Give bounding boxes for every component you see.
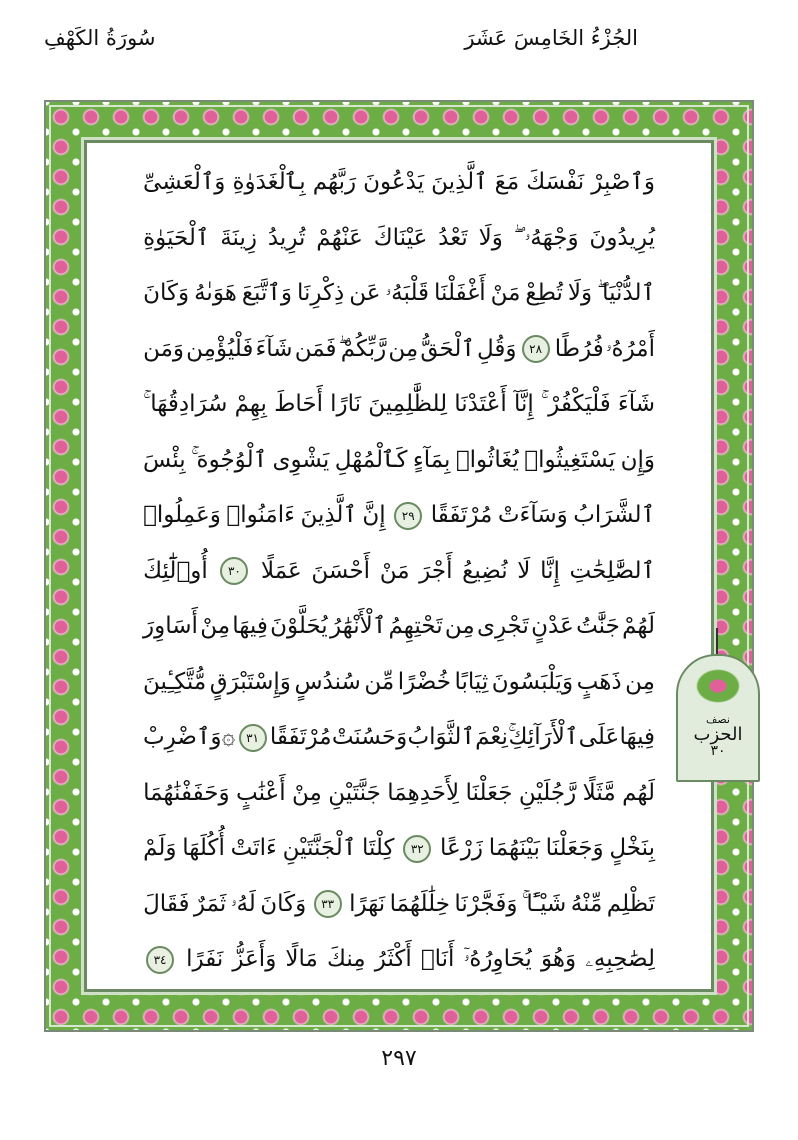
text-line bbox=[143, 377, 655, 433]
word: تَحْتِهِمُ bbox=[388, 613, 443, 639]
word: عَمَلًا bbox=[261, 557, 302, 584]
word: ٱلْحَقُّ bbox=[420, 335, 475, 362]
text-line bbox=[143, 655, 655, 711]
verse-number-marker: ٢٩ bbox=[394, 502, 422, 530]
word: ٱلَّذِينَ bbox=[300, 502, 357, 528]
word: ۞ bbox=[221, 724, 236, 750]
word: جَنَّتَيْنِ bbox=[328, 779, 381, 806]
word: ءَامَنُوا۟ bbox=[226, 502, 295, 528]
word: ٱلشَّرَابُ bbox=[573, 502, 655, 528]
word: وَٱضْرِبْ bbox=[143, 724, 222, 750]
text-line bbox=[143, 155, 655, 211]
word: مِنْ bbox=[292, 779, 322, 806]
word: يُغَاثُوا۟ bbox=[455, 446, 519, 473]
word: يُحَلَّوْنَ bbox=[270, 613, 328, 639]
word: لَهُمْ bbox=[622, 613, 655, 639]
word: عَدْنٍ bbox=[531, 613, 574, 639]
word: وَأَعَزُّ bbox=[232, 946, 277, 972]
ornamental-border bbox=[44, 100, 754, 1032]
word: مِن bbox=[388, 335, 419, 362]
word: لَهُۥ bbox=[230, 890, 256, 917]
word: أَنَا۠ bbox=[420, 946, 455, 972]
word: وَقُلِ bbox=[476, 335, 517, 362]
word: أَغْفَلْنَا bbox=[434, 280, 486, 306]
word: ٱلْأَرَآئِكِ bbox=[508, 724, 579, 750]
text-line bbox=[143, 433, 655, 489]
word: وَمَن bbox=[143, 335, 184, 362]
word: فِيهَا bbox=[232, 613, 268, 639]
word: ذِكْرِنَا bbox=[296, 280, 345, 306]
hizb-label-top: نصف bbox=[706, 713, 730, 726]
text-panel bbox=[84, 140, 714, 992]
word: خُضْرًا bbox=[397, 668, 451, 695]
word: خِلَٰلَهُمَا bbox=[389, 890, 450, 917]
text-line bbox=[143, 322, 655, 378]
text-line bbox=[143, 211, 655, 267]
word: زِينَةَ bbox=[220, 224, 257, 251]
word: قَلْبَهُۥ bbox=[385, 280, 430, 306]
word: ٱلْأَنْهَٰرُ bbox=[329, 613, 387, 639]
word: إِنَّآ bbox=[513, 391, 534, 417]
word: عَيْنَاكَ bbox=[373, 224, 428, 251]
word: نُضِيعُ bbox=[462, 557, 508, 584]
word: لِلظَّٰلِمِينَ bbox=[368, 391, 448, 417]
word: مَنْ bbox=[379, 557, 410, 584]
word: أَعْنَٰبٍ bbox=[235, 779, 286, 806]
word: يَشْوِى bbox=[272, 446, 330, 473]
word: إِنَّا bbox=[540, 557, 560, 584]
word: شَيْـًٔا bbox=[526, 890, 567, 917]
word: نَهَرًا bbox=[349, 890, 386, 917]
verse-number-marker: ٣٣ bbox=[314, 890, 342, 918]
verse-number-marker: ٣٠ bbox=[220, 557, 248, 585]
word: ثِيَابًا bbox=[454, 668, 489, 695]
word: سُرَادِقُهَا bbox=[150, 391, 228, 417]
word: ٱلدُّنْيَا bbox=[602, 280, 655, 306]
word: نِعْمَ bbox=[475, 724, 508, 750]
word: يُرِيدُونَ bbox=[589, 224, 655, 251]
word: سُندُسٍ bbox=[294, 668, 361, 695]
word: مِن bbox=[625, 668, 655, 695]
word: أَحْسَنَ bbox=[311, 557, 371, 584]
text-line bbox=[143, 599, 655, 655]
word: بِمَآءٍ bbox=[412, 446, 451, 473]
word: أَعْتَدْنَا bbox=[454, 391, 507, 417]
word: وَفَجَّرْنَا bbox=[454, 890, 518, 917]
word: عَنْهُمْ bbox=[316, 224, 363, 251]
word: تَظْلِم bbox=[606, 890, 655, 917]
word: إِنَّ bbox=[362, 502, 386, 528]
word: مِنكَ bbox=[326, 946, 366, 972]
word: لِصَٰحِبِهِۦ bbox=[585, 946, 655, 972]
word: تُرِيدُ bbox=[267, 224, 306, 251]
word: ٱلَّذِينَ bbox=[431, 169, 488, 195]
word: شَآءَ bbox=[617, 391, 655, 417]
page-number: ٢٩٧ bbox=[381, 1046, 417, 1071]
word: مِّن bbox=[364, 668, 395, 695]
word: زَرْعًا bbox=[440, 835, 483, 861]
hizb-label: الحزب bbox=[693, 723, 743, 745]
word: فَقَالَ bbox=[143, 890, 190, 917]
word: مَّثَلًا bbox=[582, 779, 616, 806]
word: أَسَاوِرَ bbox=[143, 613, 198, 639]
word: أَجْرَ bbox=[419, 557, 453, 584]
text-line bbox=[143, 877, 655, 933]
word: وَجْهَهُۥ bbox=[524, 224, 579, 251]
word: هَوَىٰهُ bbox=[194, 280, 237, 306]
word: مُّتَّكِـِٔينَ bbox=[143, 668, 207, 695]
text-line bbox=[143, 266, 655, 322]
word: نَفَرًا bbox=[186, 946, 224, 972]
word: يَدْعُونَ bbox=[363, 169, 425, 195]
text-line bbox=[143, 488, 655, 544]
word: رَّجُلَيْنِ bbox=[518, 779, 577, 806]
word: بَيْنَهُمَا bbox=[488, 835, 540, 861]
quran-text bbox=[143, 143, 655, 989]
marker-stem bbox=[716, 628, 718, 656]
word: ثَمَرٌ bbox=[193, 890, 227, 917]
verse-number-marker: ٣١ bbox=[239, 724, 267, 752]
word: وَجَعَلْنَا bbox=[545, 835, 604, 861]
word: وَعَمِلُوا۟ bbox=[143, 502, 221, 528]
word: أُكُلَهَا bbox=[182, 835, 225, 861]
verse-number-marker: ٣٤ bbox=[146, 946, 174, 974]
word: ٱلْحَيَوٰةِ bbox=[143, 224, 210, 251]
word: لَا bbox=[517, 557, 531, 584]
word: وَلَمْ bbox=[143, 835, 177, 861]
word: وَلَا bbox=[478, 224, 503, 251]
word: ٱلْوُجُوهَ bbox=[196, 446, 268, 473]
word: ذَهَبٍ bbox=[576, 668, 622, 695]
text-line bbox=[143, 821, 655, 877]
word: مَنْ bbox=[490, 280, 521, 306]
word: تَعْدُ bbox=[438, 224, 468, 251]
word: عَن bbox=[349, 280, 381, 306]
word: نَفْسَكَ bbox=[526, 169, 585, 195]
word: وَٱصْبِرْ bbox=[591, 169, 655, 195]
word: فِيهَا bbox=[619, 724, 655, 750]
word: وَكَانَ bbox=[143, 280, 190, 306]
text-line bbox=[143, 544, 655, 600]
word: بِهِمْ bbox=[234, 391, 267, 417]
verse-number-marker: ٣٢ bbox=[403, 835, 431, 863]
hizb-marker bbox=[676, 628, 758, 780]
word: مِّنْهُ bbox=[570, 890, 603, 917]
word: وَهُوَ bbox=[540, 946, 577, 972]
word: أَكْثَرُ bbox=[374, 946, 412, 972]
word: ٱلثَّوَابُ bbox=[407, 724, 475, 750]
word: وَإِن bbox=[620, 446, 655, 473]
word: وَٱلْعَشِىِّ bbox=[143, 169, 226, 195]
word: جَعَلْنَا bbox=[465, 779, 513, 806]
word: لِأَحَدِهِمَا bbox=[387, 779, 460, 806]
word: فَلْيُؤْمِن bbox=[186, 335, 254, 362]
word: مِنْ bbox=[200, 613, 231, 639]
word: أَمْرُهُۥ bbox=[605, 335, 655, 362]
word: وَسَآءَتْ bbox=[497, 502, 568, 528]
word: مَالًا bbox=[285, 946, 318, 972]
word: بِنَخْلٍ bbox=[609, 835, 655, 861]
word: يَسْتَغِيثُوا۟ bbox=[524, 446, 616, 473]
word: كِلْتَا bbox=[361, 835, 395, 861]
word: بِئْسَ bbox=[143, 446, 186, 473]
word: مَعَ bbox=[494, 169, 520, 195]
word: رَبَّهُم bbox=[312, 169, 357, 195]
word: لَهُم bbox=[622, 779, 655, 806]
word: أُو۟لَٰٓئِكَ bbox=[143, 557, 208, 584]
word: فَلْيَكْفُرْ bbox=[548, 391, 611, 417]
word: وَحَسُنَتْ bbox=[331, 724, 408, 750]
verse-number-marker: ٢٨ bbox=[522, 335, 550, 363]
word: يُحَاوِرُهُۥٓ bbox=[463, 946, 532, 972]
word: مِن bbox=[444, 613, 475, 639]
word: جَنَّٰتُ bbox=[576, 613, 620, 639]
word: ٱلْجَنَّتَيْنِ bbox=[282, 835, 357, 861]
marker-body bbox=[676, 654, 760, 782]
word: وَيَلْبَسُونَ bbox=[491, 668, 574, 695]
word: مُرْتَفَقًا bbox=[269, 724, 332, 750]
word: رَّبِّكُمْ bbox=[340, 335, 387, 362]
word: وَكَانَ bbox=[260, 890, 307, 917]
word: ءَاتَتْ bbox=[230, 835, 277, 861]
flower-ornament-icon bbox=[692, 666, 744, 706]
word: ٱلصَّٰلِحَٰتِ bbox=[569, 557, 655, 584]
word: كَٱلْمُهْلِ bbox=[334, 446, 408, 473]
word: شَآءَ bbox=[255, 335, 293, 362]
word: فَمَن bbox=[294, 335, 337, 362]
word: وَإِسْتَبْرَقٍ bbox=[209, 668, 291, 695]
word: وَٱتَّبَعَ bbox=[241, 280, 292, 306]
word: وَلَا bbox=[567, 280, 593, 306]
word: عَلَى bbox=[578, 724, 620, 750]
word: تَجْرِى bbox=[476, 613, 529, 639]
word: أَحَاطَ bbox=[274, 391, 323, 417]
text-line bbox=[143, 932, 655, 988]
text-line bbox=[143, 766, 655, 822]
word: تُطِعْ bbox=[525, 280, 563, 306]
word: بِٱلْغَدَوٰةِ bbox=[232, 169, 306, 195]
word: نَارًا bbox=[330, 391, 362, 417]
word: مُرْتَفَقًا bbox=[430, 502, 493, 528]
text-line bbox=[143, 710, 655, 766]
juz-title: الجُزْءُ الخَامِسَ عَشَرَ bbox=[464, 26, 638, 50]
word: فُرُطًا bbox=[554, 335, 604, 362]
surah-title: سُورَةُ الكَهْفِ bbox=[44, 26, 156, 50]
hizb-number: ٣٠ bbox=[710, 743, 726, 760]
word: وَحَفَفْنَٰهُمَا bbox=[143, 779, 230, 806]
